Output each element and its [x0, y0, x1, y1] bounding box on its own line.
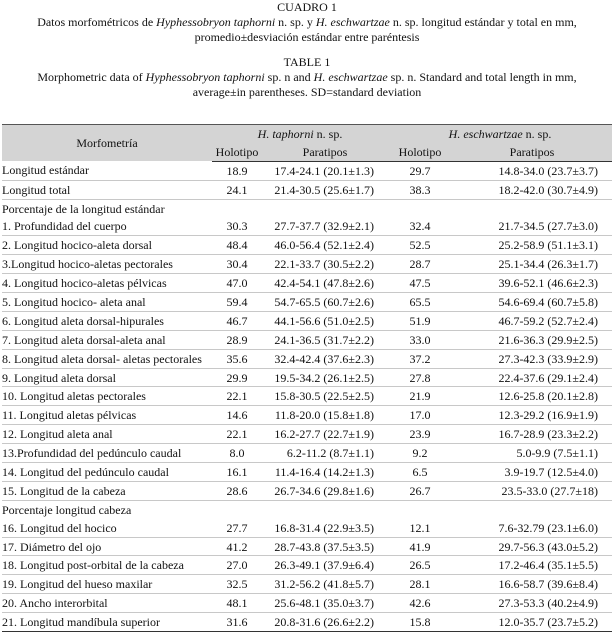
holotipo-value: 9.2 — [388, 444, 452, 463]
paratipos-value: 54.6-69.4 (60.7±5.8) — [452, 293, 612, 312]
paratipos-value: 31.2-56.2 (41.8±5.7) — [262, 575, 388, 594]
caption-label-en: TABLE 1 — [283, 55, 331, 69]
table-row — [2, 387, 612, 406]
species-name: H. taphorni — [257, 126, 314, 141]
species-suffix: n. sp. — [522, 126, 552, 141]
table-row — [2, 161, 612, 180]
paratipos-value: 21.7-34.5 (27.7±3.0) — [452, 217, 612, 235]
paratipos-value: 7.6-32.79 (23.1±6.0) — [452, 519, 612, 537]
species-name: H. eschwartzae — [313, 70, 388, 84]
caption-text: sp. n and — [264, 70, 314, 84]
holotipo-value: 23.9 — [388, 425, 452, 444]
row-label: 8. Longitud aleta dorsal- aletas pectorales — [2, 349, 212, 368]
holotipo-value: 27.8 — [388, 368, 452, 387]
paratipos-value: 16.2-27.7 (22.7±1.9) — [262, 425, 388, 444]
paratipos-value: 54.7-65.5 (60.7±2.6) — [262, 293, 388, 312]
paratipos-value: 16.8-31.4 (22.9±3.5) — [262, 519, 388, 537]
paratipos-value: 21.6-36.3 (29.9±2.5) — [452, 330, 612, 349]
table-row — [2, 406, 612, 425]
header-row-species — [2, 125, 612, 143]
row-label: 20. Ancho interorbital — [2, 594, 212, 613]
row-label: 2. Longitud hocico-aleta dorsal — [2, 236, 212, 255]
paratipos-value: 16.6-58.7 (39.6±8.4) — [452, 575, 612, 594]
row-label: 3.Longitud hocico-aletas pectorales — [2, 255, 212, 274]
holotipo-value: 6.5 — [388, 463, 452, 482]
row-label: 15. Longitud de la cabeza — [2, 481, 212, 500]
holotipo-value: 21.9 — [388, 387, 452, 406]
paratipos-value: 26.3-49.1 (37.9±6.4) — [262, 556, 388, 575]
row-label: 7. Longitud aleta dorsal-aleta anal — [2, 330, 212, 349]
holotipo-value: 15.8 — [388, 613, 452, 632]
paratipos-value: 24.1-36.5 (31.7±2.2) — [262, 330, 388, 349]
table-row — [2, 236, 612, 255]
paratipos-header: Paratipos — [262, 143, 388, 161]
row-label: 11. Longitud aletas pélvicas — [2, 406, 212, 425]
table-row — [2, 274, 612, 293]
row-label: 16. Longitud del hocico — [2, 519, 212, 537]
paratipos-value: 22.1-33.7 (30.5±2.2) — [262, 255, 388, 274]
caption-line1-en — [0, 70, 614, 85]
table-row — [2, 594, 612, 613]
row-label: Longitud total — [2, 180, 212, 199]
holotipo-value: 47.0 — [212, 274, 262, 293]
paratipos-value: 25.6-48.1 (35.0±3.7) — [262, 594, 388, 613]
table-row — [2, 255, 612, 274]
caption-text: n. sp. longitud estándar y total en mm, — [389, 15, 577, 29]
paratipos-value: 3.9-19.7 (12.5±4.0) — [452, 463, 612, 482]
species2-header — [388, 125, 612, 143]
paratipos-value: 11.8-20.0 (15.8±1.8) — [262, 406, 388, 425]
holotipo-value: 59.4 — [212, 293, 262, 312]
paratipos-value: 18.2-42.0 (30.7±4.9) — [452, 180, 612, 199]
holotipo-value: 14.6 — [212, 406, 262, 425]
holotipo-value: 22.1 — [212, 387, 262, 406]
paratipos-value: 26.7-34.6 (29.8±1.6) — [262, 481, 388, 500]
row-label: 10. Longitud aletas pectorales — [2, 387, 212, 406]
caption-text: n. sp. y — [275, 15, 316, 29]
caption-spanish — [0, 0, 614, 45]
holotipo-value: 26.5 — [388, 556, 452, 575]
table-row — [2, 180, 612, 199]
row-label: 6. Longitud aleta dorsal-hipurales — [2, 311, 212, 330]
section-title: Porcentaje de la longitud estándar — [2, 201, 165, 216]
table-row — [2, 217, 612, 235]
species-name: Hyphessobryon taphorni — [156, 15, 276, 29]
holotipo-value: 37.2 — [388, 349, 452, 368]
paratipos-value: 12.3-29.2 (16.9±1.9) — [452, 406, 612, 425]
paratipos-value: 11.4-16.4 (14.2±1.3) — [262, 463, 388, 482]
row-label: 1. Profundidad del cuerpo — [2, 217, 212, 235]
holotipo-value: 18.9 — [212, 161, 262, 180]
paratipos-value: 6.2-11.2 (8.7±1.1) — [262, 444, 388, 463]
holotipo-value: 65.5 — [388, 293, 452, 312]
paratipos-value: 21.4-30.5 (25.6±1.7) — [262, 180, 388, 199]
row-label: 13.Profundidad del pedúnculo caudal — [2, 444, 212, 463]
paratipos-value: 23.5-33.0 (27.7±18) — [452, 481, 612, 500]
caption-line2-es: promedio±desviación estándar entre paréntesis — [194, 30, 420, 44]
row-label: 19. Longitud del hueso maxilar — [2, 575, 212, 594]
paratipos-value: 27.3-42.3 (33.9±2.9) — [452, 349, 612, 368]
holotipo-value: 33.0 — [388, 330, 452, 349]
holotipo-header: Holotipo — [388, 143, 452, 161]
morphometric-table — [2, 124, 612, 632]
species1-header — [212, 125, 388, 143]
paratipos-value: 32.4-42.4 (37.6±2.3) — [262, 349, 388, 368]
row-label: 9. Longitud aleta dorsal — [2, 368, 212, 387]
paratipos-value: 12.0-35.7 (23.7±5.2) — [452, 613, 612, 632]
paratipos-value: 46.0-56.4 (52.1±2.4) — [262, 236, 388, 255]
paratipos-value: 19.5-34.2 (26.1±2.5) — [262, 368, 388, 387]
holotipo-value: 17.0 — [388, 406, 452, 425]
paratipos-header: Paratipos — [452, 143, 612, 161]
table-row — [2, 349, 612, 368]
row-label: 12. Longitud aleta anal — [2, 425, 212, 444]
holotipo-value: 27.0 — [212, 556, 262, 575]
paratipos-value: 44.1-56.6 (51.0±2.5) — [262, 311, 388, 330]
holotipo-value: 51.9 — [388, 311, 452, 330]
caption-text: sp. n. Standard and total length in mm, — [387, 70, 577, 84]
holotipo-value: 35.6 — [212, 349, 262, 368]
section-row — [2, 199, 612, 217]
holotipo-value: 12.1 — [388, 519, 452, 537]
table-row — [2, 293, 612, 312]
table-row — [2, 613, 612, 632]
paratipos-value: 12.6-25.8 (20.1±2.8) — [452, 387, 612, 406]
holotipo-value: 28.9 — [212, 330, 262, 349]
species-name: Hyphessobryon taphorni — [145, 70, 265, 84]
holotipo-header: Holotipo — [212, 143, 262, 161]
paratipos-value: 28.7-43.8 (37.5±3.5) — [262, 537, 388, 556]
table-row — [2, 463, 612, 482]
holotipo-value: 52.5 — [388, 236, 452, 255]
row-label: 14. Longitud del pedúnculo caudal — [2, 463, 212, 482]
paratipos-value: 20.8-31.6 (26.6±2.2) — [262, 613, 388, 632]
holotipo-value: 41.2 — [212, 537, 262, 556]
paratipos-value: 15.8-30.5 (22.5±2.5) — [262, 387, 388, 406]
paratipos-value: 46.7-59.2 (52.7±2.4) — [452, 311, 612, 330]
row-label: 5. Longitud hocico- aleta anal — [2, 293, 212, 312]
holotipo-value: 46.7 — [212, 311, 262, 330]
holotipo-value: 32.4 — [388, 217, 452, 235]
holotipo-value: 24.1 — [212, 180, 262, 199]
paratipos-value: 25.2-58.9 (51.1±3.1) — [452, 236, 612, 255]
row-label: Longitud estándar — [2, 161, 212, 180]
holotipo-value: 8.0 — [212, 444, 262, 463]
holotipo-value: 31.6 — [212, 613, 262, 632]
caption-label-es: CUADRO 1 — [277, 0, 337, 14]
holotipo-value: 28.1 — [388, 575, 452, 594]
holotipo-value: 26.7 — [388, 481, 452, 500]
caption-line2-en: average±in parentheses. SD=standard deviation — [192, 85, 422, 99]
caption-text: Datos morfométricos de — [37, 15, 157, 29]
paratipos-value: 22.4-37.6 (29.1±2.4) — [452, 368, 612, 387]
holotipo-value: 32.5 — [212, 575, 262, 594]
table-row — [2, 425, 612, 444]
holotipo-value: 42.6 — [388, 594, 452, 613]
table-row — [2, 519, 612, 537]
table-row — [2, 537, 612, 556]
holotipo-value: 38.3 — [388, 180, 452, 199]
table-body — [2, 161, 612, 631]
paratipos-value: 27.7-37.7 (32.9±2.1) — [262, 217, 388, 235]
species-name: H. eschwartzae — [315, 15, 390, 29]
table-row — [2, 444, 612, 463]
holotipo-value: 48.4 — [212, 236, 262, 255]
row-label: 4. Longitud hocico-aletas pélvicas — [2, 274, 212, 293]
holotipo-value: 16.1 — [212, 463, 262, 482]
paratipos-value: 29.7-56.3 (43.0±5.2) — [452, 537, 612, 556]
paratipos-value: 39.6-52.1 (46.6±2.3) — [452, 274, 612, 293]
row-label: 21. Longitud mandíbula superior — [2, 613, 212, 632]
paratipos-value: 25.1-34.4 (26.3±1.7) — [452, 255, 612, 274]
table-row — [2, 311, 612, 330]
section-title: Porcentaje longitud cabeza — [2, 502, 132, 517]
caption-english — [0, 55, 614, 100]
caption-line1-es — [0, 15, 614, 30]
holotipo-value: 29.7 — [388, 161, 452, 180]
paratipos-value: 27.3-53.3 (40.2±4.9) — [452, 594, 612, 613]
paratipos-value: 42.4-54.1 (47.8±2.6) — [262, 274, 388, 293]
paratipos-value: 17.2-46.4 (35.1±5.5) — [452, 556, 612, 575]
section-row — [2, 500, 612, 518]
paratipos-value: 17.4-24.1 (20.1±1.3) — [262, 161, 388, 180]
holotipo-value: 22.1 — [212, 425, 262, 444]
holotipo-value: 47.5 — [388, 274, 452, 293]
table-row — [2, 556, 612, 575]
table-row — [2, 575, 612, 594]
table-row — [2, 481, 612, 500]
row-label: 17. Diámetro del ojo — [2, 537, 212, 556]
table-row — [2, 368, 612, 387]
holotipo-value: 28.6 — [212, 481, 262, 500]
holotipo-value: 29.9 — [212, 368, 262, 387]
species-name: H. eschwartzae — [448, 126, 523, 141]
morfometria-header: Morfometría — [2, 125, 212, 162]
caption-text: Morphometric data of — [37, 70, 146, 84]
holotipo-value: 28.7 — [388, 255, 452, 274]
row-label: 18. Longitud post-orbital de la cabeza — [2, 556, 212, 575]
paratipos-value: 5.0-9.9 (7.5±1.1) — [452, 444, 612, 463]
holotipo-value: 48.1 — [212, 594, 262, 613]
holotipo-value: 41.9 — [388, 537, 452, 556]
paratipos-value: 14.8-34.0 (23.7±3.7) — [452, 161, 612, 180]
holotipo-value: 27.7 — [212, 519, 262, 537]
paratipos-value: 16.7-28.9 (23.3±2.2) — [452, 425, 612, 444]
holotipo-value: 30.3 — [212, 217, 262, 235]
holotipo-value: 30.4 — [212, 255, 262, 274]
table-row — [2, 330, 612, 349]
species-suffix: n. sp. — [313, 126, 343, 141]
